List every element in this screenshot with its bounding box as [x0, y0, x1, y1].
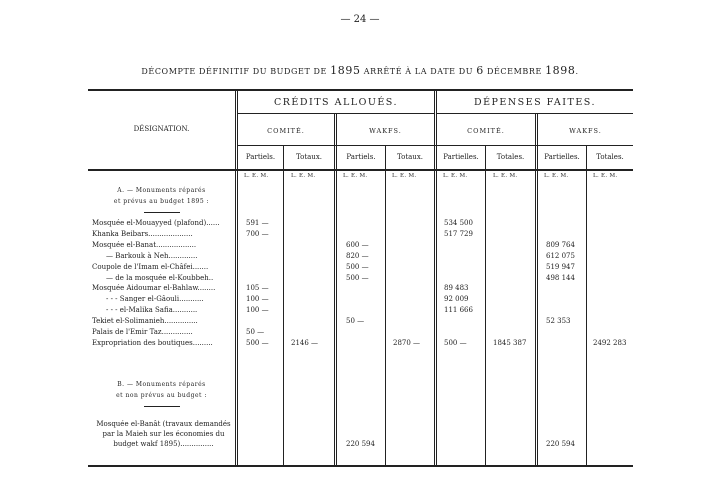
cell-depenses-wakfs-partielles: 220 594: [546, 440, 575, 448]
section-b-row-line: Mosquée el-Banât (travaux demandés: [96, 420, 231, 428]
row-label: Palais de l'Emir Taz..............: [92, 328, 193, 336]
cell-credits-wakfs-partiels: 50 —: [346, 317, 365, 326]
cell-depenses-comite-partielles: 111 666: [444, 306, 473, 315]
table-row: [88, 317, 633, 328]
cell-credits-wakfs-partiels: 820 —: [346, 251, 369, 260]
table-row: [88, 263, 633, 274]
page-title: [0, 64, 720, 77]
header-credits-wakfs: WAKFS.: [369, 127, 402, 135]
cell-credits-wakfs-partiels: 600 —: [346, 240, 369, 249]
row-label: Mosquée Aidoumar el-Bahlaw........: [92, 284, 216, 293]
title-year: 1895: [330, 64, 361, 77]
table-row: [88, 252, 633, 263]
table-row: [88, 339, 633, 350]
cell-depenses-comite-partielles: 500 —: [444, 338, 467, 347]
cell-depenses-comite-partielles: 92 009: [444, 295, 469, 304]
section-a-heading: [88, 185, 235, 207]
col-depenses-comite-partielles: Partielles.: [443, 153, 479, 161]
col-depenses-wakfs-partielles: Partielles.: [544, 153, 580, 161]
cell-credits-comite-partiels: 500 —: [246, 338, 269, 347]
cell-credits-comite-partiels: 50 —: [246, 328, 265, 336]
cell-depenses-wakfs-partielles: 612 075: [546, 251, 575, 260]
title-part: ARRÊTÉ À LA DATE DU: [360, 67, 477, 76]
units-label: L. E. M.: [244, 173, 269, 179]
cell-depenses-comite-partielles: 89 483: [444, 284, 469, 293]
table-row: [88, 274, 633, 285]
cell-credits-comite-partiels: 100 —: [246, 306, 269, 315]
table-row-b: [88, 440, 633, 451]
units-label: L. E. M.: [593, 173, 618, 179]
row-label: Mosquée el-Banat..................: [92, 240, 197, 249]
section-b-line2: et non prévus au budget :: [116, 392, 207, 399]
cell-credits-comite-totaux: 2146 —: [291, 338, 319, 347]
cell-credits-wakfs-partiels: 220 594: [346, 440, 375, 448]
col-credits-wakfs-partiels: Partiels.: [346, 153, 376, 161]
cell-depenses-wakfs-partielles: 519 947: [546, 262, 575, 271]
units-label: L. E. M.: [392, 173, 417, 179]
row-label: — Barkouk à Neh.............: [106, 251, 198, 260]
table-row: [88, 241, 633, 252]
section-a-line1: A. — Monuments réparés: [117, 187, 206, 194]
row-label: - - - el-Malika Safia...........: [106, 306, 198, 315]
col-depenses-wakfs-totales: Totales.: [596, 153, 624, 161]
row-label: Mosquée el-Mouayyed (plafond)......: [92, 219, 220, 227]
table-row: [88, 230, 633, 241]
header-depenses-wakfs: WAKFS.: [569, 127, 602, 135]
title-part: DÉCOMPTE DÉFINITIF DU BUDGET DE: [141, 67, 331, 76]
row-label: — de la mosquée el-Koubbeh..: [106, 273, 214, 282]
cell-depenses-wakfs-totales: 2492 283: [593, 338, 627, 347]
col-depenses-comite-totales: Totales.: [496, 153, 525, 161]
cell-depenses-comite-totales: 1845 387: [493, 338, 527, 347]
cell-depenses-comite-partielles: 517 729: [444, 229, 473, 238]
header-credits-comite: COMITÉ.: [267, 127, 305, 135]
cell-depenses-wakfs-partielles: 809 764: [546, 240, 575, 249]
cell-credits-comite-partiels: 105 —: [246, 284, 269, 293]
cell-credits-wakfs-totaux: 2870 —: [393, 338, 421, 347]
units-label: L. E. M.: [343, 173, 368, 179]
budget-table: [88, 89, 633, 467]
cell-credits-wakfs-partiels: 500 —: [346, 262, 369, 271]
row-label: Khanka Beibars....................: [92, 229, 193, 238]
table-row: [88, 284, 633, 295]
units-label: L. E. M.: [493, 173, 518, 179]
units-label: L. E. M.: [443, 173, 468, 179]
cell-credits-wakfs-partiels: 500 —: [346, 273, 369, 282]
table-row: [88, 306, 633, 317]
row-label: Coupole de l'Imam el-Châfei.......: [92, 262, 209, 271]
header-depenses: DÉPENSES FAITES.: [473, 97, 596, 108]
table-row: [88, 219, 633, 230]
section-b-row-line: budget wakf 1895)...............: [113, 440, 214, 448]
cell-credits-comite-partiels: 591 —: [246, 219, 269, 227]
section-b-heading: [88, 379, 235, 401]
cell-depenses-wakfs-partielles: 498 144: [546, 273, 575, 282]
header-designation: DÉSIGNATION.: [133, 125, 190, 133]
col-credits-comite-totaux: Totaux.: [295, 153, 322, 161]
page-number: — 24 —: [340, 14, 380, 25]
row-label: Expropriation des boutiques.........: [92, 338, 213, 347]
title-day: 6: [476, 64, 484, 77]
title-part: DÉCEMBRE: [483, 67, 546, 76]
header-depenses-comite: COMITÉ.: [467, 127, 505, 135]
table-row: [88, 295, 633, 306]
cell-credits-comite-partiels: 700 —: [246, 229, 269, 238]
units-label: L. E. M.: [544, 173, 569, 179]
section-a-line2: et prévus au budget 1895 :: [113, 198, 210, 205]
title-part: .: [575, 67, 579, 76]
title-year: 1898: [545, 64, 576, 77]
units-label: L. E. M.: [291, 173, 316, 179]
cell-credits-comite-partiels: 100 —: [246, 295, 269, 304]
cell-depenses-comite-partielles: 534 500: [444, 219, 473, 227]
cell-depenses-wakfs-partielles: 52 353: [546, 317, 571, 326]
col-credits-wakfs-totaux: Totaux.: [396, 153, 423, 161]
row-label: - - - Sanger el-Gâouli...........: [106, 295, 204, 304]
section-b-line1: B. — Monuments réparés: [117, 381, 206, 388]
section-b-row-line: par la Maieh sur les économies du: [102, 430, 225, 438]
row-label: Tekiet el-Solimanieh...............: [92, 317, 198, 326]
col-credits-comite-partiels: Partiels.: [245, 153, 276, 161]
header-credits: CRÉDITS ALLOUÉS.: [274, 97, 398, 108]
table-row: [88, 328, 633, 339]
